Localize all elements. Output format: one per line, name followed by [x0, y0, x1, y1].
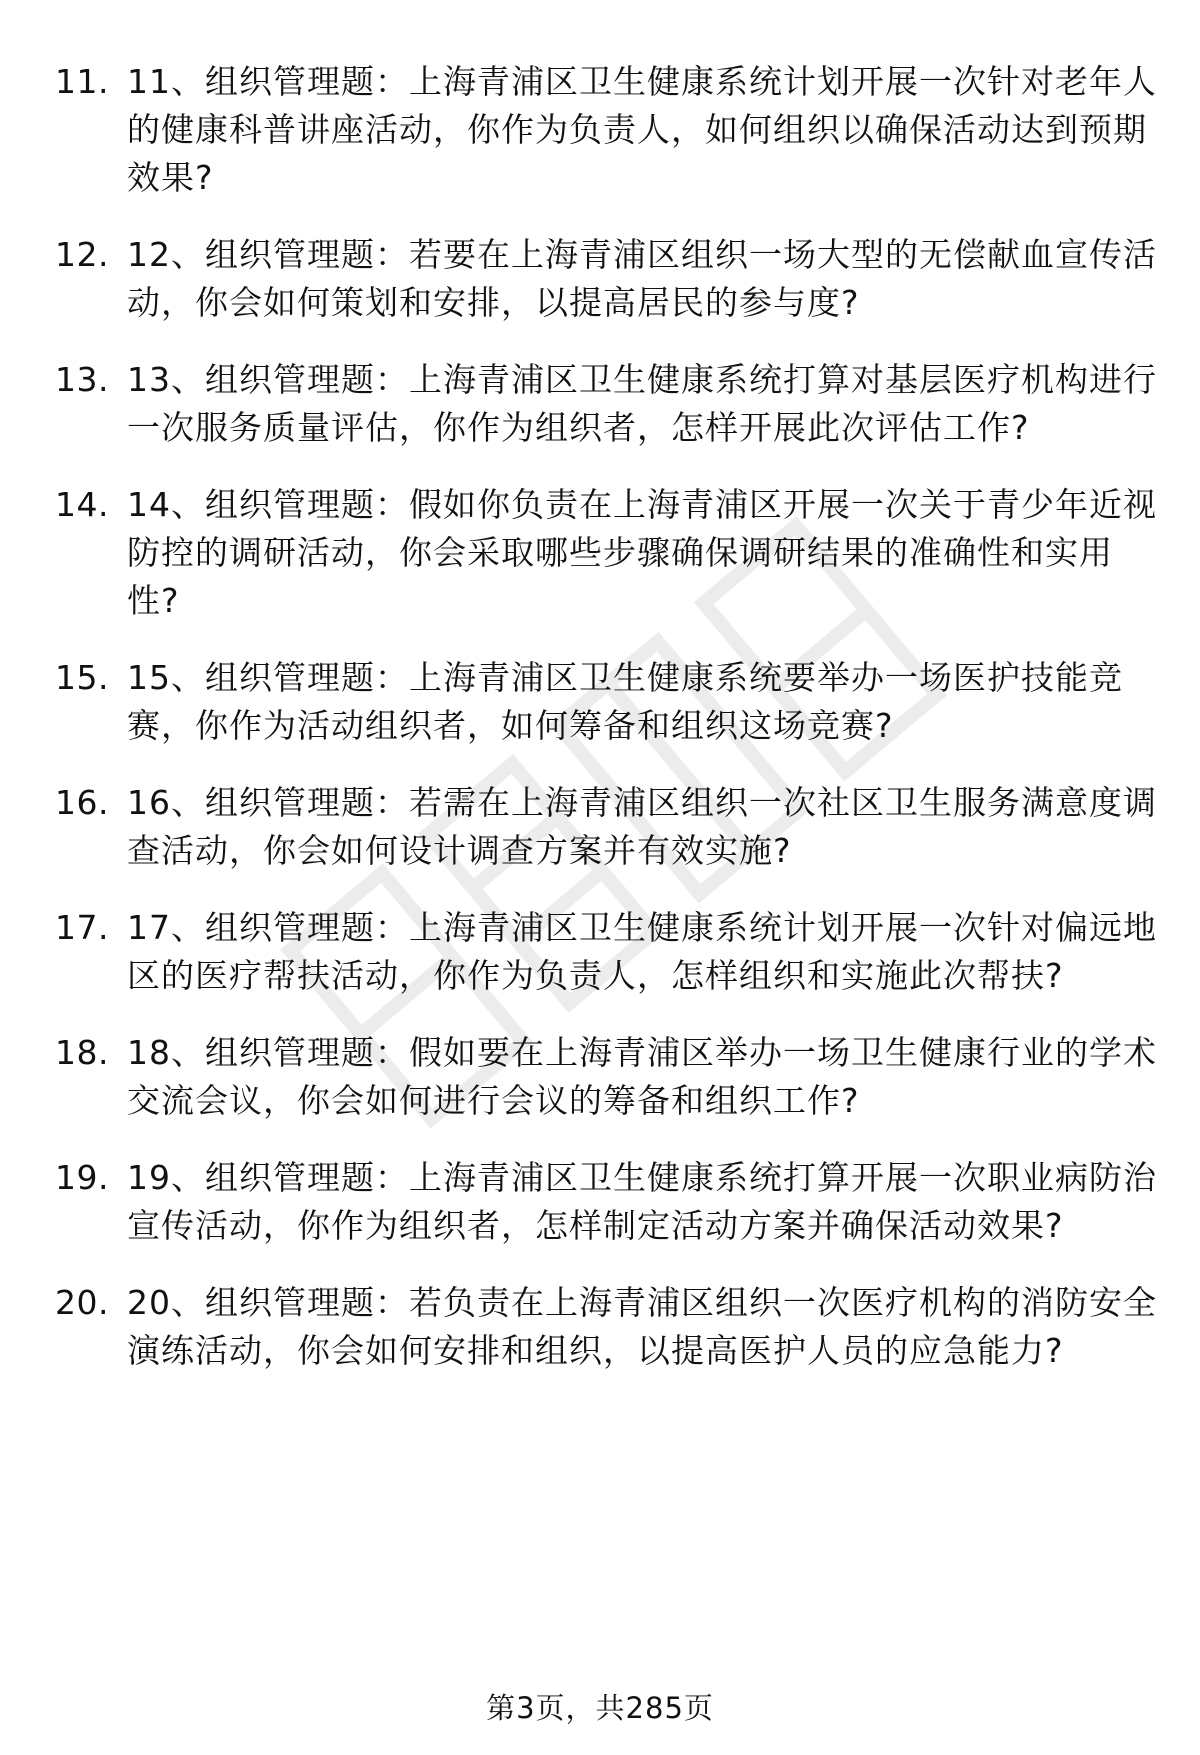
question-number: 19.: [55, 1158, 109, 1197]
question-item: [55, 779, 1165, 875]
question-number: 13.: [55, 360, 109, 399]
question-item: [55, 654, 1165, 750]
question-text: 18、组织管理题：假如要在上海青浦区举办一场卫生健康行业的学术交流会议，你会如何进行会议的筹备和组织工作?: [127, 1033, 1157, 1120]
question-number: 18.: [55, 1033, 109, 1072]
question-text: 12、组织管理题：若要在上海青浦区组织一场大型的无偿献血宣传活动，你会如何策划和安排，以提高居民的参与度?: [127, 235, 1157, 322]
question-item: [55, 1279, 1165, 1375]
question-text: 16、组织管理题：若需在上海青浦区组织一次社区卫生服务满意度调查活动，你会如何设计调查方案并有效实施?: [127, 783, 1157, 870]
question-list: [55, 58, 1165, 1404]
question-item: [55, 1154, 1165, 1250]
page-footer: 第3页，共285页: [486, 1691, 714, 1725]
question-number: 15.: [55, 658, 109, 697]
question-number: 14.: [55, 485, 109, 524]
question-item: [55, 481, 1165, 625]
question-item: [55, 356, 1165, 452]
question-item: [55, 1029, 1165, 1125]
question-text: 17、组织管理题：上海青浦区卫生健康系统计划开展一次针对偏远地区的医疗帮扶活动，你作为负责人，怎样组织和实施此次帮扶?: [127, 908, 1157, 995]
question-item: [55, 904, 1165, 1000]
question-text: 14、组织管理题：假如你负责在上海青浦区开展一次关于青少年近视防控的调研活动，你会采取哪些步骤确保调研结果的准确性和实用性?: [127, 485, 1157, 620]
question-text: 11、组织管理题：上海青浦区卫生健康系统计划开展一次针对老年人的健康科普讲座活动，你作为负责人，如何组织以确保活动达到预期效果?: [127, 62, 1157, 197]
question-number: 12.: [55, 235, 109, 274]
question-number: 20.: [55, 1283, 109, 1322]
question-text: 13、组织管理题：上海青浦区卫生健康系统打算对基层医疗机构进行一次服务质量评估，你作为组织者，怎样开展此次评估工作?: [127, 360, 1157, 447]
question-number: 16.: [55, 783, 109, 822]
question-text: 19、组织管理题：上海青浦区卫生健康系统打算开展一次职业病防治宣传活动，你作为组织者，怎样制定活动方案并确保活动效果?: [127, 1158, 1157, 1245]
question-item: [55, 58, 1165, 202]
question-number: 11.: [55, 62, 109, 101]
question-number: 17.: [55, 908, 109, 947]
question-text: 15、组织管理题：上海青浦区卫生健康系统要举办一场医护技能竞赛，你作为活动组织者，如何筹备和组织这场竞赛?: [127, 658, 1123, 745]
question-item: [55, 231, 1165, 327]
question-text: 20、组织管理题：若负责在上海青浦区组织一次医疗机构的消防安全演练活动，你会如何安排和组织，以提高医护人员的应急能力?: [127, 1283, 1157, 1370]
